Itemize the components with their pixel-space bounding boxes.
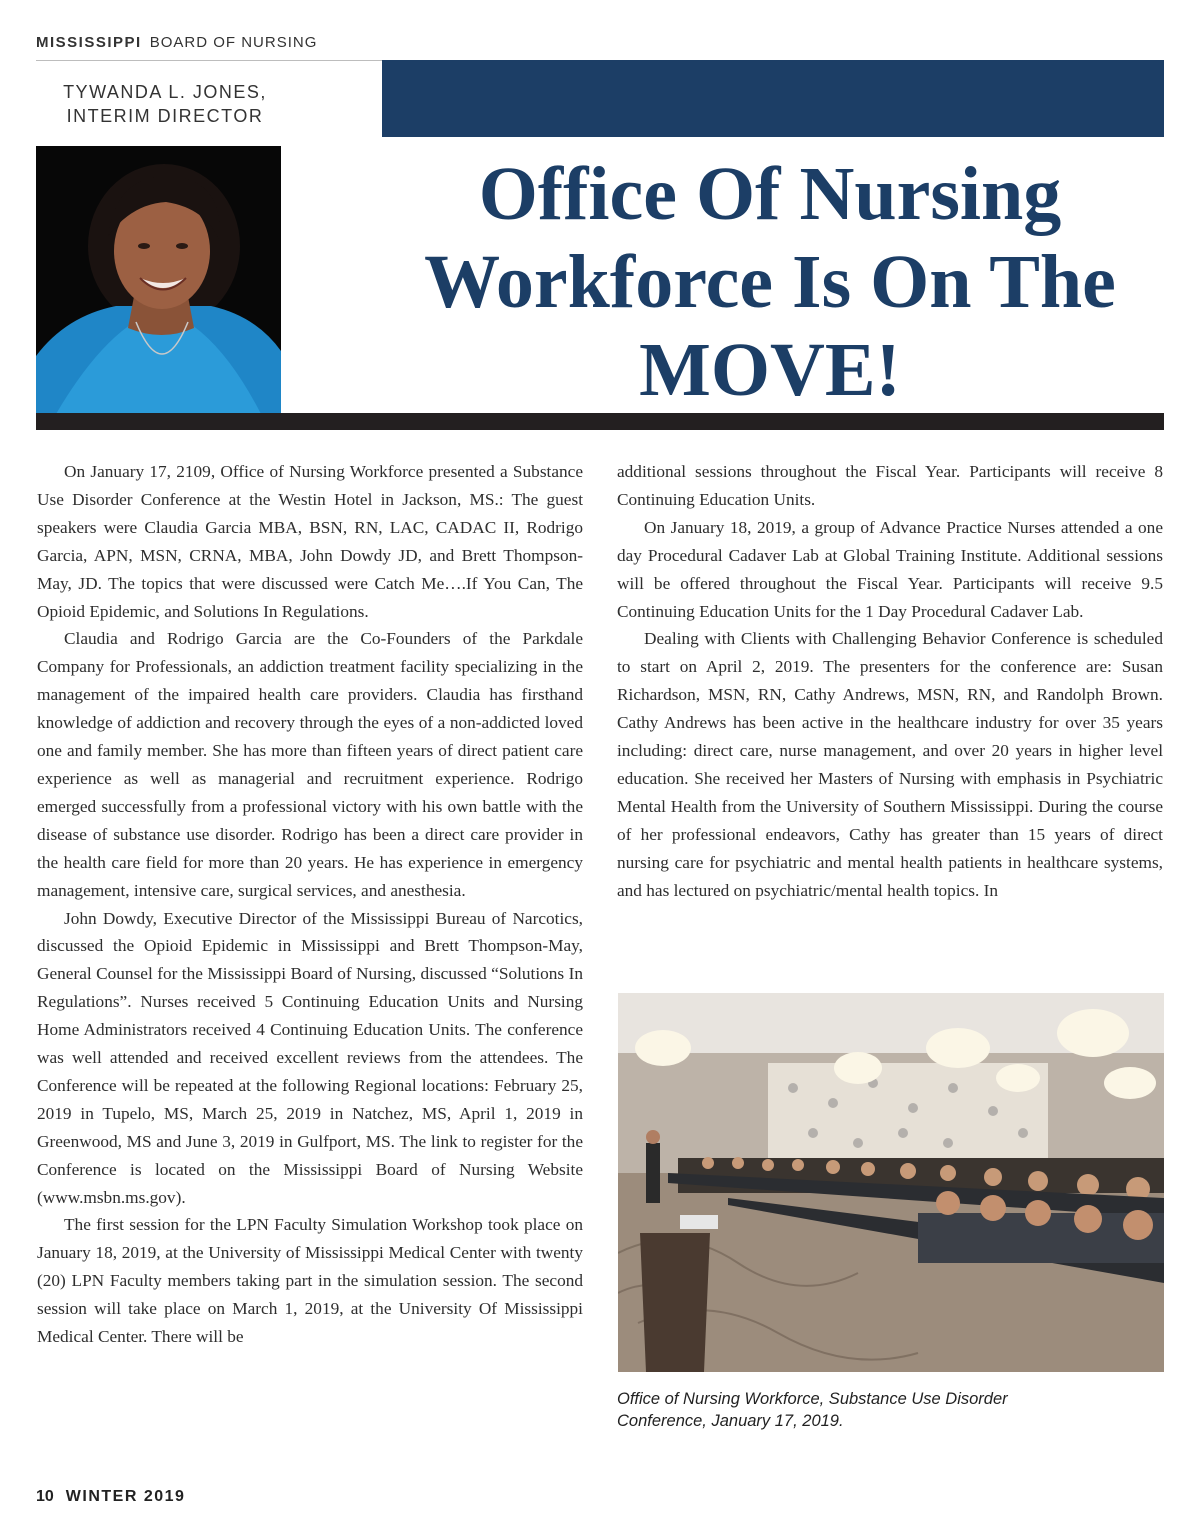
masthead-board: BOARD OF NURSING bbox=[149, 34, 318, 51]
headline bbox=[345, 150, 1195, 414]
author-block bbox=[36, 80, 294, 128]
page-footer bbox=[36, 1488, 185, 1506]
headline-line-1: Office Of Nursing bbox=[478, 152, 1062, 236]
conference-photo bbox=[618, 993, 1164, 1372]
article-column-right bbox=[617, 458, 1163, 905]
article-paragraph: Dealing with Clients with Challenging Behavior Conference is scheduled to start on April 2, 2019. The presenters for the conference are: Susan Richardson, MSN, RN, Cathy Andrews, MSN, RN, and Randolph Brown. Cathy Andrews has been active in the healthcare industry for over 35 years including: direct care, nurse management, and over 20 years in higher level education. She received her Masters of Nursing with emphasis in Psychiatric Mental Health from the University of Southern Mississippi. During the course of her professional endeavors, Cathy has greater than 15 years of direct nursing care for psychiatric and mental health patients in healthcare systems, and has lectured on psychiatric/mental health topics. In bbox=[617, 629, 1163, 900]
author-name: TYWANDA L. JONES, bbox=[63, 82, 267, 102]
masthead-rule bbox=[36, 60, 382, 61]
article-paragraph: Claudia and Rodrigo Garcia are the Co-Founders of the Parkdale Company for Professionals, an addiction treatment facility specializing in the management of the impaired health care providers. Claudia has firsthand knowledge of addiction and recovery through the eyes of a non-addicted loved one and family member. She has more than fifteen years of direct patient care experience as well as managerial and recruitment experience. Rodrigo emerged successfully from a professional victory with his own battle with the disease of substance use disorder. Rodrigo has been a direct care provider in the health care field for more than 20 years. He has experience in emergency management, intensive care, surgical services, and anesthesia. bbox=[37, 629, 583, 900]
article-paragraph: The first session for the LPN Faculty Simulation Workshop took place on January 18, 2019, at the University of Mississippi Medical Center with twenty (20) LPN Faculty members taking part in the simulation session. The second session will take place on March 1, 2019, at the University Of Mississippi Medical Center. There will be bbox=[37, 1215, 583, 1347]
article-paragraph: additional sessions throughout the Fiscal Year. Participants will receive 8 Continuing Education Units. bbox=[617, 462, 1163, 509]
photo-caption bbox=[617, 1388, 1163, 1432]
headline-rule bbox=[36, 413, 1164, 430]
issue-label: WINTER 2019 bbox=[65, 1488, 186, 1505]
headline-line-3: MOVE! bbox=[639, 328, 901, 412]
masthead bbox=[36, 34, 317, 51]
article-paragraph: John Dowdy, Executive Director of the Mississippi Bureau of Narcotics, discussed the Opioid Epidemic in Mississippi and Brett Thompson-May, General Counsel for the Mississippi Board of Nursing, discussed “Solutions In Regulations”. Nurses received 5 Continuing Education Units and Nursing Home Administrators received 4 Continuing Education Units. The conference was well attended and received excellent reviews from the attendees. The Conference will be repeated at the following Regional locations: February 25, 2019 in Tupelo, MS, March 25, 2019 in Natchez, MS, April 1, 2019 in Greenwood, MS and June 3, 2019 in Gulfport, MS. The link to register for the Conference is located on the Mississippi Board of Nursing Website (www.msbn.ms.gov). bbox=[37, 908, 583, 1207]
photo-caption-line-1: Office of Nursing Workforce, Substance Use Disorder bbox=[617, 1390, 1008, 1408]
author-portrait bbox=[36, 146, 281, 414]
headline-line-2: Workforce Is On The bbox=[424, 240, 1116, 324]
article-paragraph: On January 17, 2109, Office of Nursing Workforce presented a Substance Use Disorder Conference at the Westin Hotel in Jackson, MS.: The guest speakers were Claudia Garcia MBA, BSN, RN, LAC, CADAC II, Rodrigo Garcia, APN, MSN, CRNA, MBA, John Dowdy JD, and Brett Thompson-May, JD. The topics that were discussed were Catch Me….If You Can, The Opioid Epidemic, and Solutions In Regulations. bbox=[37, 462, 583, 621]
header-blue-bar bbox=[382, 60, 1164, 137]
photo-caption-line-2: Conference, January 17, 2019. bbox=[617, 1412, 844, 1430]
masthead-state: MISSISSIPPI bbox=[36, 34, 142, 51]
article-paragraph: On January 18, 2019, a group of Advance Practice Nurses attended a one day Procedural Cadaver Lab at Global Training Institute. Additional sessions will be offered throughout the Fiscal Year. Participants will receive 9.5 Continuing Education Units for the 1 Day Procedural Cadaver Lab. bbox=[617, 517, 1163, 621]
page-number: 10 bbox=[36, 1488, 54, 1505]
article-column-left bbox=[37, 458, 583, 1351]
author-title: INTERIM DIRECTOR bbox=[66, 106, 264, 126]
